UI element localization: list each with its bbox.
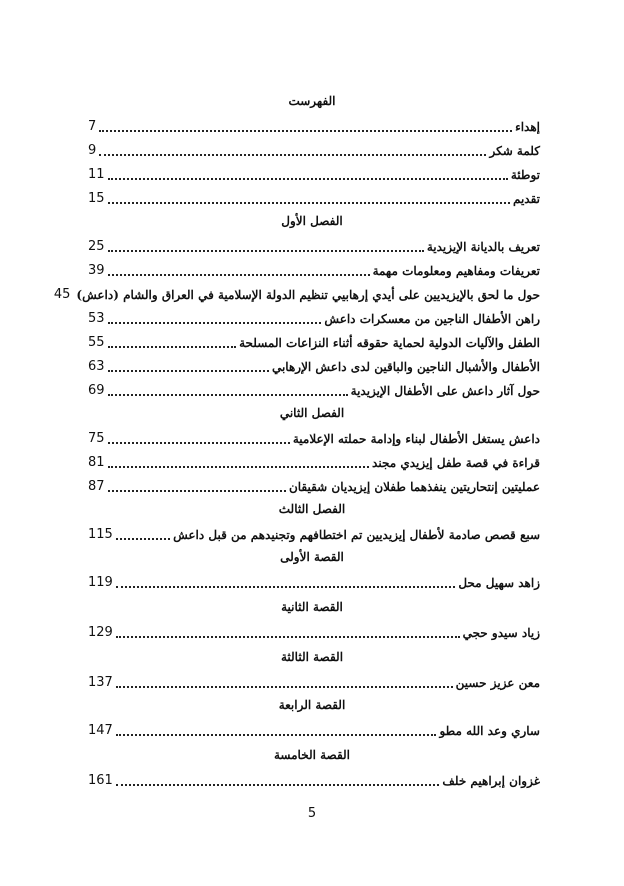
toc-entry[interactable] [88, 524, 540, 544]
toc-title: الفهرست [288, 94, 336, 108]
toc-entry[interactable] [53, 284, 540, 304]
toc-entry[interactable] [88, 356, 540, 376]
toc-entry[interactable] [88, 116, 540, 136]
toc-entry[interactable] [88, 260, 540, 280]
toc-entry-page: 119 [88, 575, 113, 590]
toc-entry-title: تعريفات ومفاهيم ومعلومات مهمة [372, 264, 540, 278]
toc-entry-title: حول آثار داعش على الأطفال الإيزيدية [350, 384, 540, 398]
dot-leader [99, 153, 486, 156]
toc-entry[interactable] [88, 770, 540, 790]
toc-entry-page: 15 [88, 191, 105, 206]
dot-leader [116, 685, 453, 688]
toc-entry-title: تقديم [512, 192, 540, 206]
toc-entry-title: حول ما لحق بالإيزيديين على أيدي إرهابيي تنظيم الدولة الإسلامية في العراق والشام (داعش) [76, 288, 540, 302]
dot-leader [116, 585, 456, 588]
toc-entry-page: 115 [88, 527, 113, 542]
page-number: 5 [307, 806, 317, 821]
toc-entry-title: ساري وعد الله مطو [439, 724, 540, 738]
toc-entry[interactable] [88, 332, 540, 352]
toc-entry[interactable] [88, 188, 540, 208]
dot-leader [108, 465, 370, 468]
toc-entry-page: 81 [88, 455, 105, 470]
toc-entry-title: سبع قصص صادمة لأطفال إيزيديين تم اختطافهم وتجنيدهم من قبل داعش [173, 528, 540, 542]
toc-entry-page: 45 [53, 287, 71, 302]
dot-leader [108, 369, 269, 372]
toc-entry-title: الأطفال والأشبال الناجين والباقين لدى داعش الإرهابي [271, 360, 540, 374]
dot-leader [108, 273, 370, 276]
toc-entry[interactable] [88, 572, 540, 592]
toc-entry[interactable] [88, 672, 540, 692]
toc-entry-page: 63 [88, 359, 105, 374]
toc-entry[interactable] [88, 428, 540, 448]
toc-entry-page: 9 [88, 143, 97, 158]
dot-leader [99, 129, 512, 132]
toc-entry-page: 7 [88, 119, 97, 134]
chapter-heading: الفصل الثالث [278, 502, 346, 516]
toc-entry-page: 53 [88, 311, 105, 326]
chapter-heading: القصة الثانية [281, 600, 343, 614]
toc-entry-title: معن عزيز حسين [455, 676, 540, 690]
toc-entry-title: توطئة [510, 168, 540, 182]
toc-entry-title: راهن الأطفال الناجين من معسكرات داعش [324, 312, 540, 326]
dot-leader [108, 177, 508, 180]
toc-entry-page: 147 [88, 723, 113, 738]
toc-entry-page: 87 [88, 479, 105, 494]
chapter-heading: القصة الرابعة [278, 698, 346, 712]
dot-leader [108, 201, 510, 204]
toc-entry-title: زياد سيدو حجي [462, 626, 540, 640]
dot-leader [116, 635, 460, 638]
dot-leader [108, 321, 322, 324]
toc-entry-title: عمليتين إنتحاريتين ينفذهما طفلان إيزيديان شقيقان [288, 480, 540, 494]
dot-leader [108, 393, 348, 396]
dot-leader [108, 345, 237, 348]
toc-entry[interactable] [88, 380, 540, 400]
dot-leader [116, 783, 440, 786]
toc-entry-page: 55 [88, 335, 105, 350]
toc-entry-page: 25 [88, 239, 105, 254]
dot-leader [108, 249, 424, 252]
toc-entry-page: 69 [88, 383, 105, 398]
chapter-heading: القصة الخامسة [273, 748, 351, 762]
toc-entry-title: تعريف بالديانة الإيزيدية [426, 240, 540, 254]
toc-entry[interactable] [88, 236, 540, 256]
toc-entry-page: 39 [88, 263, 105, 278]
dot-leader [108, 441, 290, 444]
toc-entry-title: قراءة في قصة طفل إيزيدي مجند [372, 456, 540, 470]
toc-entry[interactable] [88, 476, 540, 496]
toc-entry[interactable] [88, 164, 540, 184]
toc-entry-title: كلمة شكر [489, 144, 540, 158]
chapter-heading: الفصل الثاني [279, 406, 345, 420]
toc-entry-page: 129 [88, 625, 113, 640]
toc-entry-title: داعش يستغل الأطفال لبناء وإدامة حملته الإعلامية [292, 432, 540, 446]
dot-leader [116, 537, 170, 540]
toc-entry-page: 11 [88, 167, 105, 182]
toc-entry-title: إهداء [515, 120, 540, 134]
toc-entry-title: الطفل والآليات الدولية لحماية حقوقه أثناء النزاعات المسلحة [239, 336, 540, 350]
toc-entry[interactable] [88, 308, 540, 328]
chapter-heading: الفصل الأول [281, 214, 343, 228]
dot-leader [108, 489, 286, 492]
toc-entry[interactable] [88, 622, 540, 642]
toc-entry-title: زاهد سهيل محل [458, 576, 540, 590]
toc-entry[interactable] [88, 452, 540, 472]
toc-entry[interactable] [88, 140, 540, 160]
toc-entry-page: 75 [88, 431, 105, 446]
toc-entry-page: 161 [88, 773, 113, 788]
chapter-heading: القصة الأولى [280, 550, 344, 564]
toc-entry[interactable] [88, 720, 540, 740]
chapter-heading: القصة الثالثة [280, 650, 344, 664]
toc-entry-page: 137 [88, 675, 113, 690]
toc-entry-title: غزوان إبراهيم خلف [442, 774, 540, 788]
dot-leader [116, 733, 437, 736]
